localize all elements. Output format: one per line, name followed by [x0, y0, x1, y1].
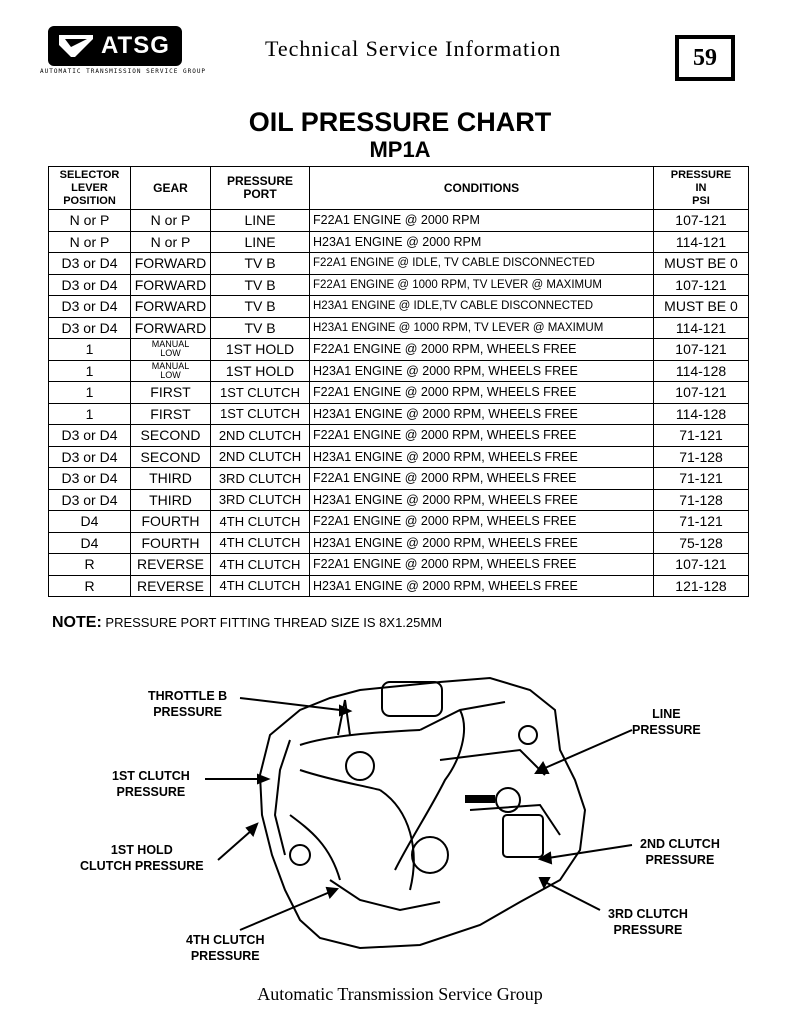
table-row	[49, 317, 749, 339]
logo-subtitle: AUTOMATIC TRANSMISSION SERVICE GROUP	[40, 68, 207, 75]
cell-selector: 1	[49, 403, 131, 425]
cell-psi: 71-128	[654, 489, 749, 511]
table-row	[49, 274, 749, 296]
cell-port: 3RD CLUTCH	[211, 489, 310, 511]
oil-pressure-table	[48, 166, 749, 597]
cell-gear: N or P	[131, 210, 211, 232]
callout-line: CLUTCH PRESSURE	[80, 859, 204, 873]
cell-port: 2ND CLUTCH	[211, 446, 310, 468]
cell-conditions: H23A1 ENGINE @ 2000 RPM, WHEELS FREE	[310, 575, 654, 597]
table-row	[49, 253, 749, 275]
cell-port: 4TH CLUTCH	[211, 511, 310, 533]
note-text: PRESSURE PORT FITTING THREAD SIZE IS 8X1.25MM	[105, 615, 443, 630]
cell-port: 1ST CLUTCH	[211, 403, 310, 425]
cell-conditions: H23A1 ENGINE @ 2000 RPM, WHEELS FREE	[310, 403, 654, 425]
cell-psi: 114-121	[654, 231, 749, 253]
callout-line: LINE	[652, 707, 681, 721]
cell-port: 4TH CLUTCH	[211, 575, 310, 597]
cell-psi: 71-121	[654, 511, 749, 533]
callout-line: PRESSURE	[632, 723, 701, 737]
cell-conditions: H23A1 ENGINE @ 2000 RPM	[310, 231, 654, 253]
cell-gear: THIRD	[131, 489, 211, 511]
cell-conditions: H23A1 ENGINE @ IDLE,TV CABLE DISCONNECTED	[310, 296, 654, 318]
callout-line-pressure	[632, 706, 701, 738]
header-title: Technical Service Information	[265, 36, 562, 61]
cell-conditions: F22A1 ENGINE @ 2000 RPM, WHEELS FREE	[310, 554, 654, 576]
header-psi-line: IN	[695, 181, 707, 194]
cell-selector: D4	[49, 532, 131, 554]
cell-conditions: H23A1 ENGINE @ 2000 RPM, WHEELS FREE	[310, 446, 654, 468]
table-row	[49, 296, 749, 318]
callout-line: 1ST HOLD	[110, 843, 173, 857]
cell-port: 4TH CLUTCH	[211, 554, 310, 576]
cell-port: 1ST HOLD	[211, 360, 310, 382]
cell-psi: 71-128	[654, 446, 749, 468]
header-psi-line: PSI	[692, 194, 710, 207]
callout-3rd-clutch	[608, 906, 688, 938]
callout-line: THROTTLE B	[148, 689, 228, 703]
table-row	[49, 532, 749, 554]
cell-port: 2ND CLUTCH	[211, 425, 310, 447]
callout-line: PRESSURE	[190, 949, 260, 963]
table-row	[49, 511, 749, 533]
cell-selector: D3 or D4	[49, 296, 131, 318]
cell-selector: D3 or D4	[49, 468, 131, 490]
callout-line: 3RD CLUTCH	[608, 907, 688, 921]
cell-conditions: F22A1 ENGINE @ 2000 RPM, WHEELS FREE	[310, 425, 654, 447]
callout-line: PRESSURE	[645, 853, 715, 867]
cell-psi: 114-128	[654, 360, 749, 382]
callout-line: PRESSURE	[153, 705, 222, 719]
header-gear: GEAR	[131, 167, 211, 210]
cell-psi: 71-121	[654, 468, 749, 490]
cell-conditions: F22A1 ENGINE @ 2000 RPM, WHEELS FREE	[310, 468, 654, 490]
cell-selector: 1	[49, 382, 131, 404]
header-selector-line: SELECTOR	[59, 168, 120, 181]
cell-conditions: H23A1 ENGINE @ 1000 RPM, TV LEVER @ MAXIMUM	[310, 317, 654, 339]
cell-conditions: F22A1 ENGINE @ 2000 RPM, WHEELS FREE	[310, 339, 654, 361]
cell-conditions: H23A1 ENGINE @ 2000 RPM, WHEELS FREE	[310, 360, 654, 382]
cell-port: LINE	[211, 210, 310, 232]
cell-gear	[131, 339, 211, 361]
cell-port: 1ST CLUTCH	[211, 382, 310, 404]
cell-psi: 114-121	[654, 317, 749, 339]
header-conditions: CONDITIONS	[310, 167, 654, 210]
gear-text-line: MANUAL	[151, 339, 190, 350]
cell-psi: 114-128	[654, 403, 749, 425]
table-row	[49, 210, 749, 232]
callout-1st-hold	[80, 842, 204, 874]
cell-psi: 107-121	[654, 274, 749, 296]
cell-conditions: F22A1 ENGINE @ 2000 RPM	[310, 210, 654, 232]
cell-gear: FORWARD	[131, 317, 211, 339]
header-port-line: PRESSURE	[226, 174, 294, 188]
gear-text-line: LOW	[160, 348, 181, 359]
cell-selector: D4	[49, 511, 131, 533]
atsg-logo	[40, 26, 207, 84]
table-row	[49, 403, 749, 425]
cell-gear: FOURTH	[131, 511, 211, 533]
cell-gear: N or P	[131, 231, 211, 253]
cell-psi: MUST BE 0	[654, 296, 749, 318]
page-number: 59	[675, 35, 735, 81]
cell-selector: D3 or D4	[49, 446, 131, 468]
header-port-line: PORT	[243, 187, 277, 201]
cell-port: TV B	[211, 317, 310, 339]
header-port	[211, 167, 310, 210]
cell-conditions: H23A1 ENGINE @ 2000 RPM, WHEELS FREE	[310, 532, 654, 554]
cell-port: 3RD CLUTCH	[211, 468, 310, 490]
note	[52, 614, 442, 632]
cell-selector: 1	[49, 360, 131, 382]
table-body	[49, 210, 749, 597]
cell-gear: FIRST	[131, 403, 211, 425]
cell-gear: THIRD	[131, 468, 211, 490]
cell-port: TV B	[211, 253, 310, 275]
header-selector-line: POSITION	[63, 194, 116, 207]
logo-badge	[48, 26, 182, 66]
cell-selector: R	[49, 554, 131, 576]
header-psi-line: PRESSURE	[670, 168, 732, 181]
cell-conditions: H23A1 ENGINE @ 2000 RPM, WHEELS FREE	[310, 489, 654, 511]
cell-selector: D3 or D4	[49, 489, 131, 511]
table-row	[49, 360, 749, 382]
callout-4th-clutch	[186, 932, 264, 964]
document-title: OIL PRESSURE CHART	[248, 107, 552, 137]
cell-selector: N or P	[49, 231, 131, 253]
callout-line: 4TH CLUTCH	[186, 933, 265, 947]
cell-selector: R	[49, 575, 131, 597]
table-row	[49, 382, 749, 404]
callout-line: PRESSURE	[116, 785, 186, 799]
header-psi	[654, 167, 749, 210]
table-row	[49, 425, 749, 447]
cell-conditions: F22A1 ENGINE @ 1000 RPM, TV LEVER @ MAXIMUM	[310, 274, 654, 296]
cell-port: TV B	[211, 274, 310, 296]
cell-conditions: F22A1 ENGINE @ 2000 RPM, WHEELS FREE	[310, 511, 654, 533]
gear-text-line: LOW	[160, 369, 181, 380]
table-row	[49, 339, 749, 361]
gear-text-line: MANUAL	[151, 360, 190, 371]
callout-line: PRESSURE	[613, 923, 683, 937]
cell-psi: MUST BE 0	[654, 253, 749, 275]
table-row	[49, 446, 749, 468]
cell-psi: 107-121	[654, 339, 749, 361]
cell-gear: SECOND	[131, 446, 211, 468]
callout-line: 2ND CLUTCH	[640, 837, 720, 851]
cell-psi: 71-121	[654, 425, 749, 447]
table-header-row	[49, 167, 749, 210]
cell-selector: 1	[49, 339, 131, 361]
cell-port: TV B	[211, 296, 310, 318]
cell-conditions: F22A1 ENGINE @ IDLE, TV CABLE DISCONNECTED	[310, 253, 654, 275]
cell-psi: 75-128	[654, 532, 749, 554]
cell-gear: SECOND	[131, 425, 211, 447]
transmission-diagram	[0, 640, 800, 980]
callout-line: 1ST CLUTCH	[112, 769, 190, 783]
table-row	[49, 554, 749, 576]
header-selector	[49, 167, 131, 210]
cell-gear: REVERSE	[131, 575, 211, 597]
cell-selector: D3 or D4	[49, 274, 131, 296]
checkmark-icon	[57, 31, 97, 61]
footer: Automatic Transmission Service Group	[257, 984, 543, 1004]
logo-text: ATSG	[101, 32, 170, 59]
cell-psi: 121-128	[654, 575, 749, 597]
cell-gear: FIRST	[131, 382, 211, 404]
callout-1st-clutch	[112, 768, 190, 800]
table-row	[49, 575, 749, 597]
cell-psi: 107-121	[654, 210, 749, 232]
cell-gear	[131, 360, 211, 382]
cell-port: 1ST HOLD	[211, 339, 310, 361]
callout-throttle-b	[148, 688, 227, 720]
cell-selector: N or P	[49, 210, 131, 232]
cell-selector: D3 or D4	[49, 253, 131, 275]
cell-selector: D3 or D4	[49, 317, 131, 339]
cell-gear: FOURTH	[131, 532, 211, 554]
cell-psi: 107-121	[654, 382, 749, 404]
cell-gear: FORWARD	[131, 253, 211, 275]
cell-selector: D3 or D4	[49, 425, 131, 447]
document-subtitle: MP1A	[369, 137, 431, 162]
cell-gear: FORWARD	[131, 296, 211, 318]
table-row	[49, 489, 749, 511]
note-label: NOTE:	[52, 614, 102, 631]
cell-psi: 107-121	[654, 554, 749, 576]
cell-port: 4TH CLUTCH	[211, 532, 310, 554]
table-row	[49, 231, 749, 253]
cell-port: LINE	[211, 231, 310, 253]
table-row	[49, 468, 749, 490]
callout-2nd-clutch	[640, 836, 720, 868]
cell-gear: FORWARD	[131, 274, 211, 296]
header-selector-line: LEVER	[71, 181, 108, 194]
cell-conditions: F22A1 ENGINE @ 2000 RPM, WHEELS FREE	[310, 382, 654, 404]
cell-gear: REVERSE	[131, 554, 211, 576]
